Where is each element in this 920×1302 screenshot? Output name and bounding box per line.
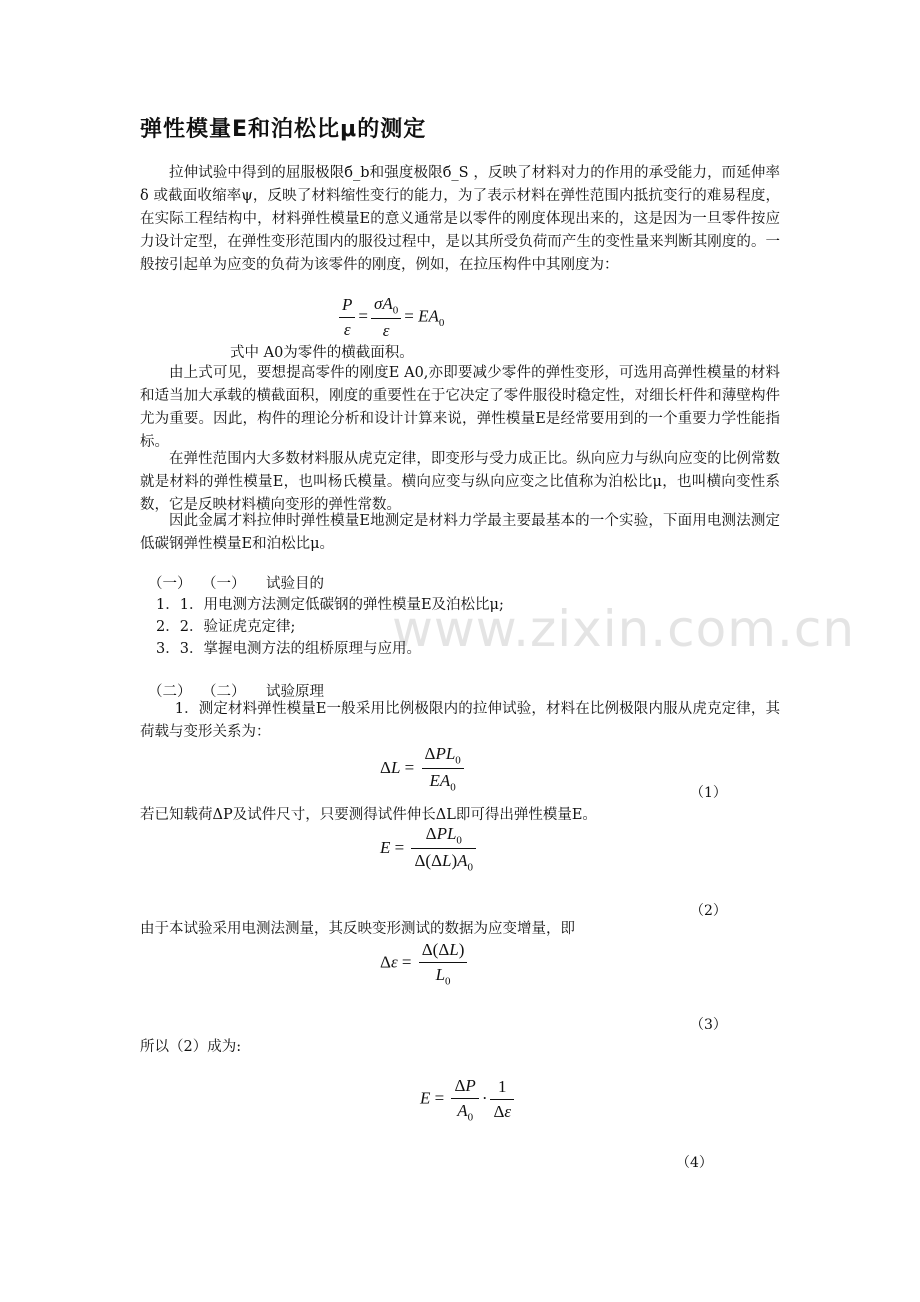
section-1-number-b: （一） bbox=[202, 576, 246, 592]
intro-paragraph-3: 在弹性范围内大多数材料服从虎克定律，即变形与受力成正比。纵向应力与纵向应变的比例常数就是材料的弹性模量E，也叫杨氏模量。横向应变与纵向应变之比值称为泊松比μ，也叫横向变性系数，它是反映材料横向变形的弹性常数。 bbox=[140, 451, 780, 513]
equation-3: Δε = $\frac{\Delta(\Delta L)}{L_0}$ bbox=[380, 940, 470, 987]
section-1-title: 试验目的 bbox=[266, 576, 324, 592]
intro-paragraph-4: 因此金属才料拉伸时弹性模量E地测定是材料力学最主要最基本的一个实验，下面用电测法测定低碳钢弹性模量E和泊松比μ。 bbox=[140, 513, 780, 552]
equation-2-number: （2） bbox=[690, 903, 727, 919]
page-title: 弹性模量E和泊松比μ的测定 bbox=[140, 117, 427, 142]
section-1-item-2: 2．2．验证虎克定律; bbox=[156, 619, 296, 635]
equation-2: E = $\frac{\Delta PL_0}{\Delta(\Delta L)A_0}$ bbox=[380, 824, 479, 874]
section-2-title: 试验原理 bbox=[266, 684, 324, 700]
section-2-number-a: （二） bbox=[148, 684, 192, 700]
section-1-item-3: 3．3．掌握电测方法的组桥原理与应用。 bbox=[156, 641, 421, 657]
principle-paragraph-4: 所以（2）成为: bbox=[140, 1039, 242, 1055]
formula-note: 式中 A0为零件的横截面积。 bbox=[230, 345, 414, 361]
section-1-item-1: 1．1．用电测方法测定低碳钢的弹性模量E及泊松比μ; bbox=[156, 597, 504, 613]
principle-paragraph-1: 1．测定材料弹性模量E一般采用比例极限内的拉伸试验，材料在比例极限内服从虎克定律，其荷载与变形关系为： bbox=[140, 701, 780, 740]
equation-4: E = $\frac{\Delta P}{A_0}$ · $\frac{1}{\Delta\varepsilon}$ bbox=[420, 1076, 517, 1123]
equation-3-number: （3） bbox=[690, 1017, 727, 1033]
section-1-heading bbox=[148, 572, 324, 593]
watermark: www.zixin.com.cn bbox=[392, 600, 856, 658]
equation-1: ΔL = $\frac{\Delta PL_0}{EA_0}$ bbox=[380, 744, 467, 794]
equation-1-number: （1） bbox=[690, 785, 727, 801]
intro-paragraph-1: 拉伸试验中得到的屈服极限б_b和强度极限б_S ，反映了材料对力的作用的承受能力，而延伸率δ 或截面收缩率ψ，反映了材料缩性变行的能力，为了表示材料在弹性范围内抵抗变行的难易程度，在实际工程结构中，材料弹性模量E的意义通常是以零件的刚度体现出来的，这是因为一旦零件按应力设计定型，在弹性变形范围内的服役过程中，是以其所受负荷而产生的变性量来判断其刚度的。一般按引起单为应变的负荷为该零件的刚度，例如，在拉压构件中其刚度为： bbox=[140, 165, 780, 273]
intro-paragraph-2: 由上式可见，要想提高零件的刚度E A0,亦即要减少零件的弹性变形，可选用高弹性模量的材料和适当加大承载的横截面积，刚度的重要性在于它决定了零件服役时稳定性，对细长杆件和薄壁构件尤为重要。因此，构件的理论分析和设计计算来说，弹性模量E是经常要用到的一个重要力学性能指标。 bbox=[140, 365, 780, 450]
section-1-number-a: （一） bbox=[148, 576, 192, 592]
stiffness-formula: $\frac{P}{\varepsilon}$ = $\frac{\sigma A_0}{\varepsilon}$ = $EA_0$ bbox=[336, 294, 444, 341]
section-2-number-b: （二） bbox=[202, 684, 246, 700]
principle-paragraph-2: 若已知载荷ΔP及试件尺寸，只要测得试件伸长ΔL即可得出弹性模量E。 bbox=[140, 807, 597, 823]
equation-4-number: （4） bbox=[676, 1155, 713, 1171]
principle-paragraph-3: 由于本试验采用电测法测量，其反映变形测试的数据为应变增量，即 bbox=[140, 921, 575, 937]
